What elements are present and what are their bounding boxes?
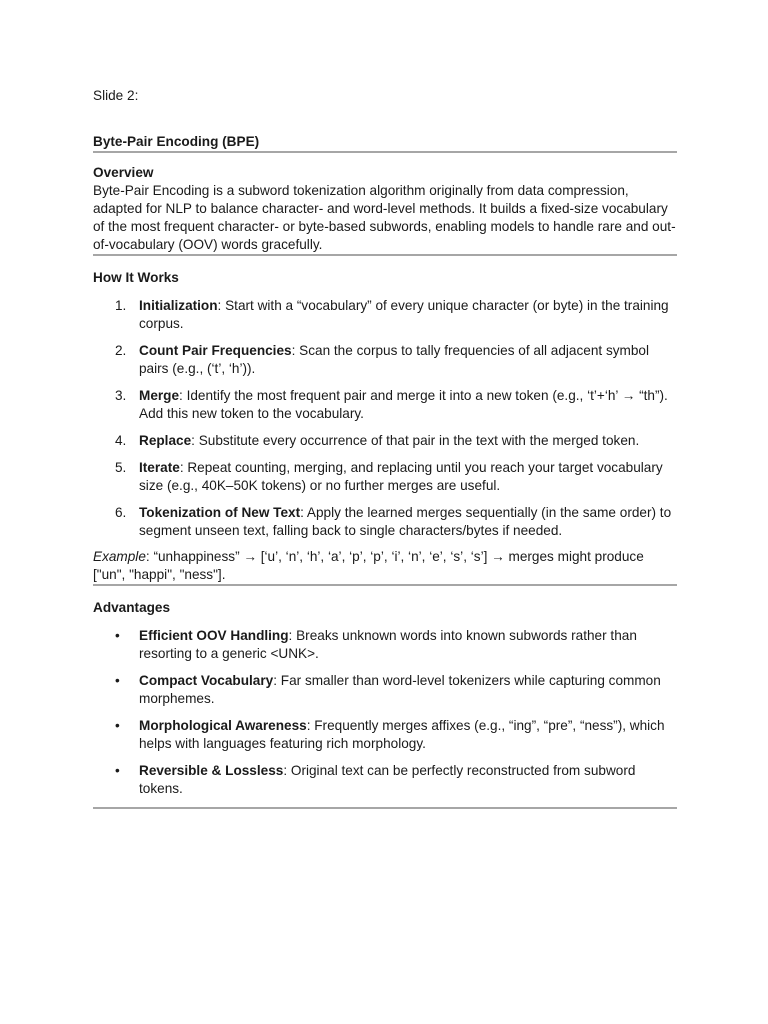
advantage-item [93, 672, 677, 708]
bullet-icon: • [115, 763, 120, 778]
section-divider [93, 807, 677, 809]
example-text: : “unhappiness” → [‘u’, ‘n’, ‘h’, ‘a’, ‘p’, ‘p’, ‘i’, ‘n’, ‘e’, ‘s’, ‘s’] → merges might produce ["un", "happi", "ness"]. [93, 549, 644, 582]
section-divider [93, 584, 677, 586]
document-content [93, 87, 677, 809]
step-number: 6. [115, 505, 127, 520]
overview-paragraph: Byte-Pair Encoding is a subword tokenization algorithm originally from data compression, adapted for NLP to balance character- and word-level methods. It builds a fixed-size vocabulary of the most frequent character- or byte-based subwords, enabling models to handle rare and out-of-vocabulary (OOV) words gracefully. [93, 183, 676, 252]
slide-label: Slide 2: [93, 88, 139, 103]
step-term: Initialization [139, 298, 218, 313]
advantage-item [93, 717, 677, 753]
steps-list [93, 297, 677, 540]
advantages-list [93, 627, 677, 798]
step-term: Tokenization of New Text [139, 505, 301, 520]
advantage-text: : Breaks unknown words into known subwords rather than resorting to a generic <UNK>. [139, 628, 637, 661]
step-text: : Apply the learned merges sequentially (in the same order) to segment unseen text, falling back to single characters/bytes if needed. [139, 505, 672, 538]
advantages-heading: Advantages [93, 600, 171, 615]
step-item [93, 297, 677, 333]
page-title: Byte-Pair Encoding (BPE) [93, 134, 260, 149]
step-item [93, 387, 677, 423]
step-number: 4. [115, 433, 127, 448]
section-divider [93, 254, 677, 256]
step-text: : Start with a “vocabulary” of every unique character (or byte) in the training corpus. [139, 298, 669, 331]
advantage-term: Efficient OOV Handling [139, 628, 289, 643]
step-item [93, 342, 677, 378]
example-paragraph [93, 548, 677, 584]
advantage-term: Morphological Awareness [139, 718, 307, 733]
step-text: : Substitute every occurrence of that pair in the text with the merged token. [191, 433, 640, 448]
bullet-icon: • [115, 673, 120, 688]
advantage-text: : Far smaller than word-level tokenizers while capturing common morphemes. [139, 673, 661, 706]
step-item [93, 459, 677, 495]
overview-heading: Overview [93, 165, 154, 180]
advantage-term: Compact Vocabulary [139, 673, 274, 688]
step-term: Iterate [139, 460, 180, 475]
how-it-works-heading: How It Works [93, 270, 179, 285]
section-divider [93, 151, 677, 153]
step-text: : Identify the most frequent pair and merge it into a new token (e.g., ‘t’+‘h’ → “th”). Add this new token to the vocabulary. [139, 388, 668, 421]
step-item [93, 504, 677, 540]
advantage-item [93, 627, 677, 663]
example-label: Example [93, 549, 146, 564]
advantage-text: : Original text can be perfectly reconstructed from subword tokens. [139, 763, 636, 796]
step-item [93, 432, 677, 450]
advantage-text: : Frequently merges affixes (e.g., “ing”, “pre”, “ness”), which helps with languages featuring rich morphology. [139, 718, 665, 751]
bullet-icon: • [115, 718, 120, 733]
step-number: 5. [115, 460, 127, 475]
step-number: 1. [115, 298, 127, 313]
step-text: : Repeat counting, merging, and replacing until you reach your target vocabulary size (e.g., 40K–50K tokens) or no further merges are useful. [139, 460, 663, 493]
step-number: 2. [115, 343, 127, 358]
advantage-term: Reversible & Lossless [139, 763, 284, 778]
advantage-item [93, 762, 677, 798]
step-term: Count Pair Frequencies [139, 343, 292, 358]
step-text: : Scan the corpus to tally frequencies of all adjacent symbol pairs (e.g., (‘t’, ‘h’)). [139, 343, 650, 376]
bullet-icon: • [115, 628, 120, 643]
step-term: Replace [139, 433, 192, 448]
step-term: Merge [139, 388, 180, 403]
step-number: 3. [115, 388, 127, 403]
